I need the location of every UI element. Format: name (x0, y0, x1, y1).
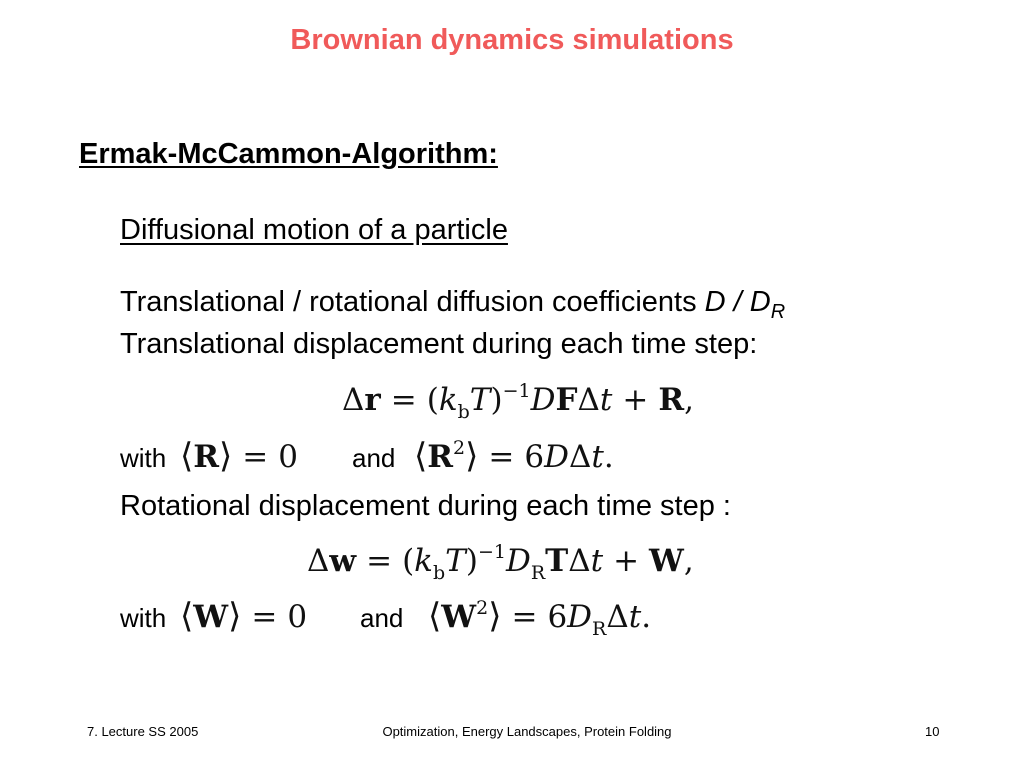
eq-k-sub: b (432, 562, 446, 584)
and-label: and (360, 603, 404, 633)
eq-D: D (505, 543, 531, 579)
angle-open: ⟨ (428, 596, 442, 636)
var-period: . (603, 439, 614, 475)
footer-lecture: 7. Lecture SS 2005 (87, 724, 199, 739)
var-period: . (641, 599, 652, 635)
eq-delta: Δ (342, 382, 365, 418)
mean-rhs: 0 (278, 439, 299, 475)
var-equals: = (488, 439, 515, 475)
footer-course-title: Optimization, Energy Landscapes, Protein Folding (382, 724, 672, 739)
eq-var-w: w (329, 543, 357, 579)
coefficient-symbol: D / D (704, 286, 771, 318)
rotational-displacement-line: Rotational displacement during each time step : (120, 490, 731, 522)
eq-T: T (445, 543, 466, 579)
eq-paren-open: ( (426, 382, 439, 418)
rotational-variance-equation (428, 596, 651, 640)
var-coef: 6 (547, 599, 568, 635)
eq-D: D (530, 382, 556, 418)
var-t: t (591, 439, 604, 475)
eq-paren-close: ) (490, 382, 503, 418)
var-var: R (427, 439, 454, 475)
diffusion-coefficients-line (120, 286, 785, 324)
eq-var-r: r (364, 382, 381, 418)
eq-delta-t: Δ (577, 382, 600, 418)
var-t: t (628, 599, 642, 635)
rotational-mean-equation (180, 596, 307, 636)
diffusion-coefficients-text: Translational / rotational diffusion coefficients (120, 286, 705, 318)
var-var: W (441, 599, 477, 635)
eq-exponent: −1 (502, 380, 531, 402)
translational-equation (342, 380, 694, 423)
var-equals: = (511, 599, 538, 635)
eq-W: W (649, 543, 684, 579)
section-heading: Ermak-McCammon-Algorithm: (79, 138, 498, 170)
eq-exponent: −1 (477, 541, 506, 563)
mean-var: W (193, 599, 229, 635)
translational-mean-equation (180, 436, 298, 476)
footer-page-number: 10 (925, 724, 940, 739)
eq-k: k (438, 382, 458, 418)
eq-R: R (658, 382, 685, 418)
angle-open: ⟨ (414, 436, 428, 476)
var-coef: 6 (524, 439, 545, 475)
eq-comma: , (683, 543, 694, 579)
eq-paren-close: ) (465, 543, 478, 579)
eq-T: T (469, 382, 491, 418)
mean-rhs: 0 (287, 599, 308, 635)
coefficient-subscript: R (770, 301, 786, 323)
var-D: D (544, 439, 569, 475)
eq-t: t (599, 382, 613, 418)
angle-close: ⟩ (465, 436, 479, 476)
translational-variance-equation (414, 436, 614, 476)
eq-plus: + (622, 382, 649, 418)
mean-var: R (193, 439, 220, 475)
mean-equals: = (251, 599, 278, 635)
eq-k-sub: b (457, 401, 470, 423)
with-label: with (120, 603, 167, 633)
subheading: Diffusional motion of a particle (120, 214, 508, 246)
var-delta: Δ (606, 599, 629, 635)
eq-delta-t: Δ (568, 543, 591, 579)
eq-comma: , (684, 382, 694, 418)
eq-torque: T (545, 543, 569, 579)
eq-equals: = (390, 382, 417, 418)
with-label: with (120, 443, 167, 473)
angle-open: ⟨ (180, 596, 194, 636)
slide-title: Brownian dynamics simulations (290, 24, 734, 56)
eq-plus: + (613, 543, 640, 579)
angle-close: ⟩ (219, 436, 233, 476)
angle-close: ⟩ (488, 596, 502, 636)
var-sup: 2 (453, 437, 466, 459)
translational-displacement-line: Translational displacement during each time step: (120, 328, 758, 360)
eq-t: t (590, 543, 604, 579)
eq-paren-open: ( (402, 543, 415, 579)
and-label: and (352, 443, 396, 473)
var-sup: 2 (476, 597, 489, 619)
eq-F: F (555, 382, 578, 418)
angle-open: ⟨ (180, 436, 194, 476)
angle-close: ⟩ (228, 596, 242, 636)
eq-equals: = (366, 543, 393, 579)
eq-k: k (414, 543, 433, 579)
var-delta: Δ (568, 439, 592, 475)
var-D-sub: R (592, 618, 607, 640)
mean-equals: = (242, 439, 269, 475)
rotational-equation (307, 541, 694, 584)
eq-delta: Δ (307, 543, 330, 579)
var-D: D (567, 599, 593, 635)
eq-D-sub: R (530, 562, 546, 584)
